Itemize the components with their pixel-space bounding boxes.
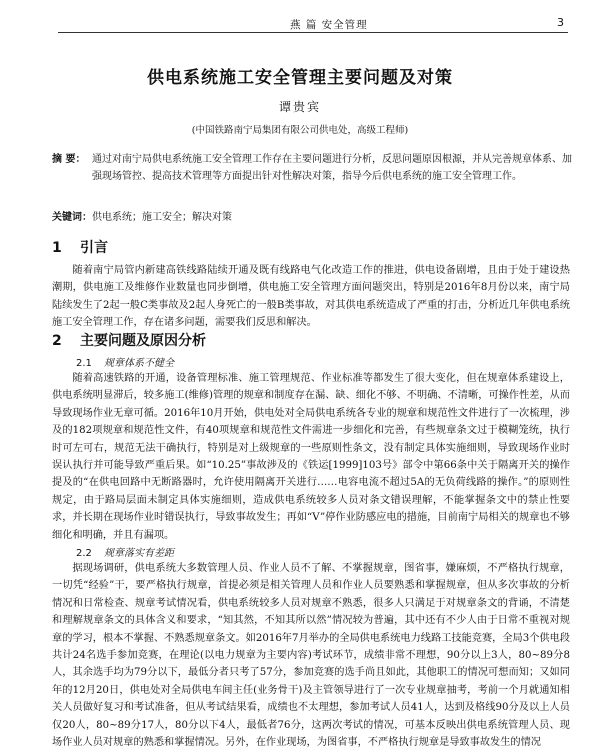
paragraph-2-2: 据现场调研，供电系统大多数管理人员、作业人员不了解、不掌握规章，图省事，嫌麻烦，不严格执行规章，一切凭“经验”干，要严格执行规章，首提必须是相关管理人员和作业人员要熟悉和掌握规章，但从多次事故的分析情况和日常检查、规章考试情况看，供电系统较多人员对规章不熟悉，很多人只满足于对规章条文的背诵，不清楚和理解规章条文的具体含义和要求，“知其然，不知其所以然”情况较为普遍，其中还有不少人由于日常不重视对规章的学习，根本不掌握、不熟悉规章条文。如2016年7月举办的全局供电系统电力线路工技能竞赛，全局3个供电段共计24名选手参加竞赛，在理论(以电力规章为主要内容)考试环节，成绩非常不理想，90分以上3人，80~89分8人，其余选手均为79分以下，最低分者只考了57分，参加竞赛的选手尚且如此，其他职工的情况可想而知；又如同年的12月20日，供电处对全局供电车间主任(业务骨干)及主管领导进行了一次专业规章抽考，考前一个月就通知相关人员做好复习和考试准备，但从考试结果看，成绩也不太理想，参加考试人员41人，达到及格线90分及以上人员仅20人，80~89分17人，80分以下4人，最低者76分，这两次考试的情况，可基本反映出供电系统管理人员、现场作业人员对规章的熟悉和掌握情况。另外，在作业现场，为图省事，不严格执行规章是导致事故发生的情况 — [52, 563, 570, 749]
keywords-text: 供电系统；施工安全；解决对策 — [92, 212, 232, 223]
author-affiliation: (中国铁路南宁局集团有限公司供电处，高级工程师) — [191, 125, 409, 136]
page-number: 3 — [557, 16, 564, 29]
abstract-text: 通过对南宁局供电系统施工安全管理工作存在主要问题进行分析，反思问题原因根源，并从完善规章体系、加强现场管控、提高技术管理等方面提出针对性解决对策，指导今后供电系统的施工安全管理工作。 — [92, 154, 572, 182]
section-number: 2 — [52, 333, 62, 349]
author-name: 谭贵宾 — [278, 100, 321, 114]
running-header — [58, 16, 568, 33]
subsection-heading-2-2 — [76, 544, 174, 559]
keywords — [52, 210, 572, 226]
article-title: 供电系统施工安全管理主要问题及对策 — [147, 68, 453, 88]
intro-paragraph: 随着南宁局管内新建高铁线路陆续开通及既有线路电气化改造工作的推进，供电设备剧增，且由于处于建设热潮期，供电施工及维修作业数量也同步倒增，供电施工安全管理方面问题突出，特别是2016年8月份以来，南宁局陆续发生了2起一般C类事故及2起人身死亡的一般B类事故，对其供电系统造成了严重的打击，分析近几年供电系统施工安全管理工作，存在诸多问题，需要我们反思和解决。 — [52, 265, 570, 329]
paragraph-2-1: 随着高速铁路的开通，设备管理标准、施工管理规范、作业标准等都发生了很大变化，但在规章体系建设上，供电系统明显滞后，较多施工(维修)管理的规章和制度存在漏、缺、细化不够、不明确、不清晰，可操作性差，从而导致现场作业无章可循。2016年10月开始，供电处对全局供电系统各专业的规章和规范性文件进行了一次梳理，涉及的182项规章和规范性文件，有40项规章和规范性文件需进一步细化和完善，有些规章条文过于模糊笼统，执行时可左可右，规范无法干确执行，特别是对上级规章的一些原则性条文，没有制定具体实施细则，导致现场作业时误认执行并可能导致严重后果。如“10.25”事故涉及的《铁运[1999]103号》部令中第66条中关于隔离开关的操作提及的“在供电回路中无断路器时，允许使用隔离开关进行……电容电流不超过5A的无负荷线路的操作。”的原则性规定，由于路局层面未制定具体实施细则，造成供电系统较多人员对条文错误理解，不能掌握条文中的禁止性要求，并长期在现场作业时错误执行，导致事故发生；再如“V”停作业防感应电的措施，目前南宁局相关的规章也不够细化和明确，并且有漏项。 — [52, 373, 570, 541]
subsection-number: 2.2 — [76, 548, 92, 559]
subsection-heading-2-1 — [76, 354, 174, 369]
section-title: 主要问题及原因分析 — [80, 333, 206, 349]
section-number: 1 — [52, 240, 62, 256]
header-section-title: 燕 篇 安全管理 — [290, 19, 368, 31]
section-heading-problems — [52, 330, 206, 350]
section-title: 引言 — [80, 240, 108, 256]
subsection-title: 规章体系不健全 — [104, 358, 174, 369]
section-heading-intro — [52, 237, 108, 257]
subsection-title: 规章落实有差距 — [104, 548, 174, 559]
subsection-number: 2.1 — [76, 358, 92, 369]
abstract-label: 摘 要： — [52, 154, 86, 165]
keywords-label: 关键词： — [52, 212, 92, 223]
abstract — [52, 152, 572, 185]
